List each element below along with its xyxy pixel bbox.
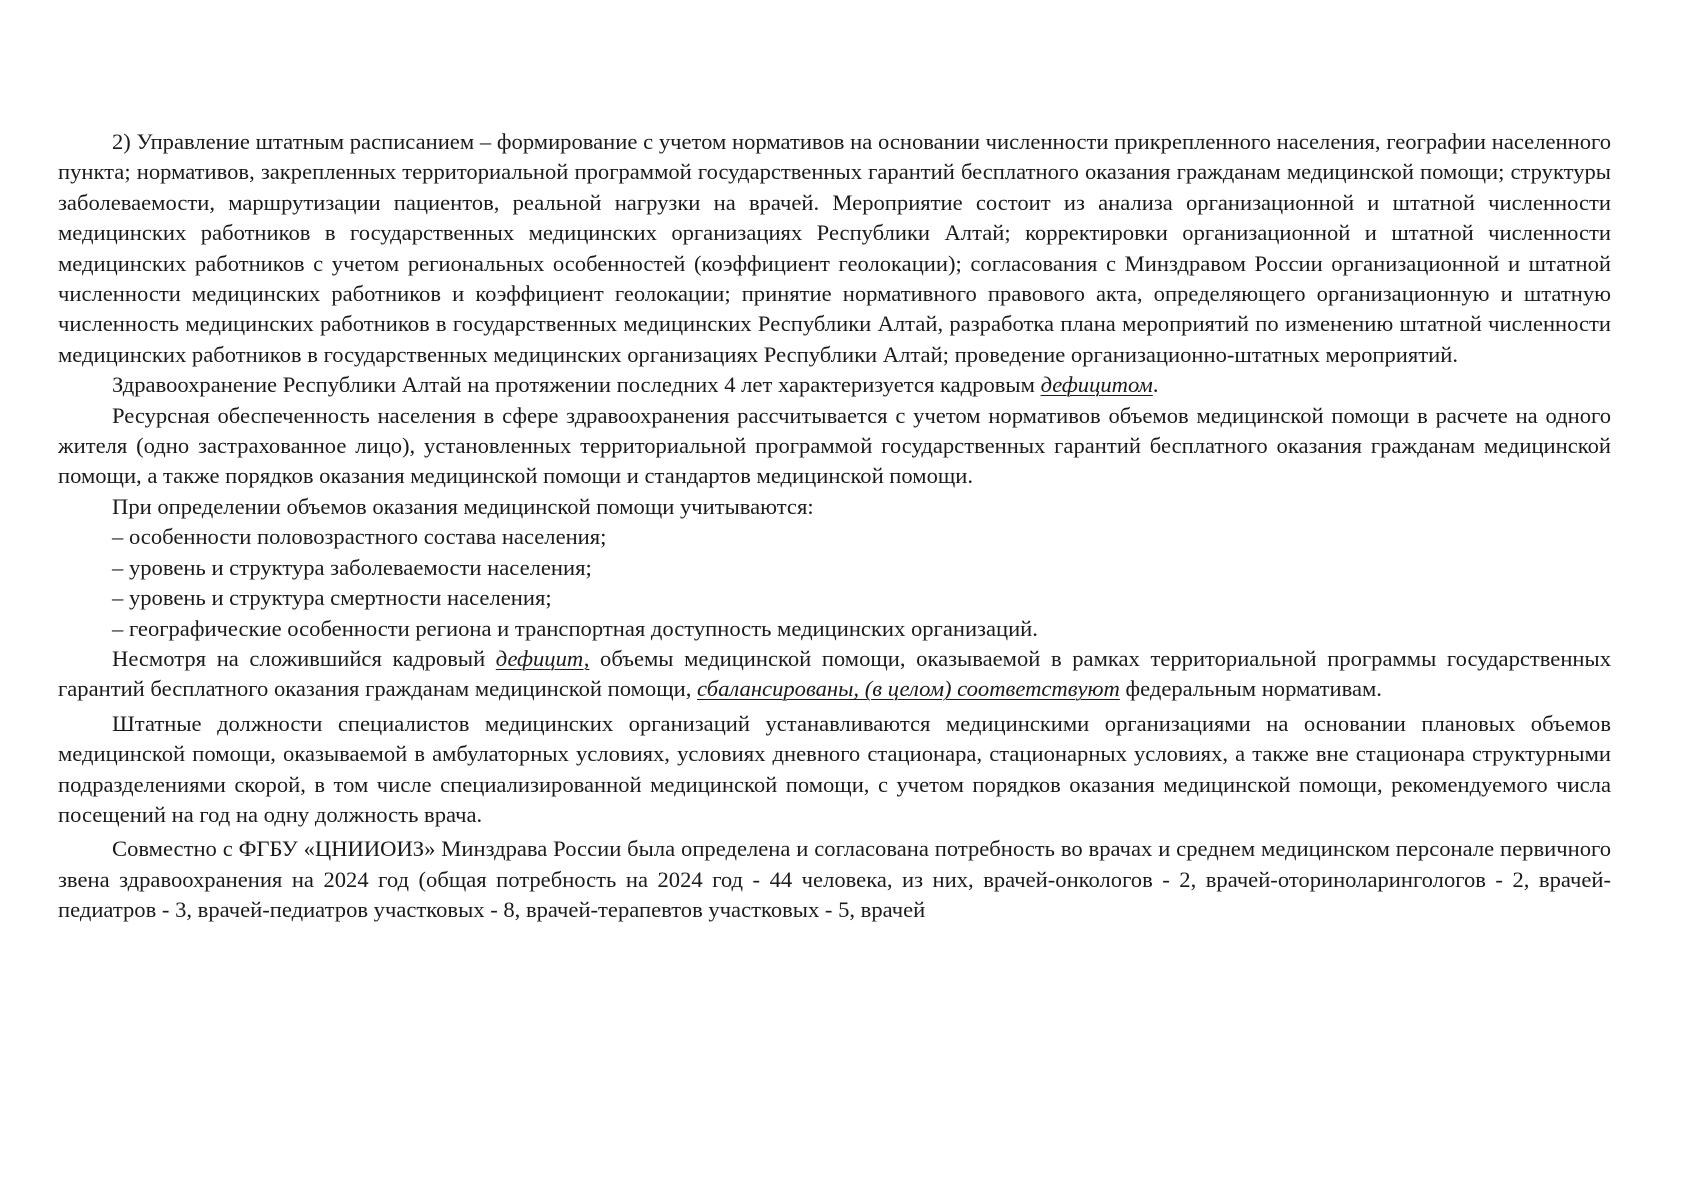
paragraph-text: федеральным нормативам.: [1119, 676, 1382, 702]
highlighted-term: дефицит,: [495, 645, 590, 671]
document-page: [58, 127, 1611, 926]
paragraph-staff-positions: Штатные должности специалистов медицинских организаций устанавливаются медицинскими организациями на основании плановых объемов медицинской помощи, оказываемой в амбулаторных условиях, условиях дневного стационара, стационарных условиях, а также вне стационара структурными подразделениями скорой, в том числе специализированной медицинской помощи, с учетом порядков оказания медицинской помощи, рекомендуемого числа посещений на год на одну должность врача.: [58, 710, 1611, 827]
paragraph-text: объемы медицинской помощи, оказываемой в рамках территориальной программы государственных гарантий бесплатного оказания гражданам медицинской помощи,: [58, 645, 1611, 702]
paragraph-text: Несмотря на сложившийся кадровый: [112, 645, 496, 671]
paragraph-staffing-management: 2) Управление штатным расписанием – формирование с учетом нормативов на основании численности прикрепленного населения, географии населенного пункта; нормативов, закрепленных территориальной программой государственных гарантий бесплатного оказания гражданам медицинской помощи; структуры заболеваемости, маршрутизации пациентов, реальной нагрузки на врачей. Мероприятие состоит из анализа организационной и штатной численности медицинских работников в государственных медицинских организациях Республики Алтай; корректировки организационной и штатной численности медицинских работников с учетом региональных особенностей (коэффициент геолокации); согласования с Минздравом России организационной и штатной численности медицинских работников и коэффициент геолокации; принятие нормативного правового акта, определяющего организационную и штатную численность медицинских работников в государственных медицинских Республики Алтай, разработка плана мероприятий по изменению штатной численности медицинских работников в государственных медицинских организациях Республики Алтай; проведение организационно-штатных мероприятий.: [58, 129, 1611, 367]
paragraph-resource-provision: Ресурсная обеспеченность населения в сфере здравоохранения рассчитывается с учетом нормативов объемов медицинской помощи в расчете на одного жителя (одно застрахованное лицо), установленных территориальной программой государственных гарантий бесплатного оказания гражданам медицинской помощи, а также порядков оказания медицинской помощи и стандартов медицинской помощи.: [58, 402, 1611, 489]
highlighted-term: сбалансированы, (в целом) соответствуют: [697, 676, 1120, 702]
list-item: – особенности половозрастного состава населения;: [112, 524, 607, 550]
list-item: – уровень и структура заболеваемости населения;: [112, 554, 592, 580]
paragraph-volume-criteria: При определении объемов оказания медицинской помощи учитываются:: [112, 493, 814, 519]
list-item: – географические особенности региона и транспортная доступность медицинских организаций.: [112, 615, 1038, 641]
paragraph-text: Здравоохранение Республики Алтай на протяжении последних 4 лет характеризуется кадровым: [112, 372, 1041, 398]
list-item: – уровень и структура смертности населения;: [112, 585, 552, 611]
paragraph-staff-deficit: [58, 370, 1611, 400]
paragraph-balanced-volumes: [58, 644, 1611, 705]
highlighted-term: дефицитом: [1040, 372, 1153, 398]
paragraph-text: .: [1152, 372, 1159, 398]
paragraph-staff-needs: Совместно с ФГБУ «ЦНИИОИЗ» Минздрава России была определена и согласована потребность во врачах и среднем медицинском персонале первичного звена здравоохранения на 2024 год (общая потребность на 2024 год - 44 человека, из них, врачей-онкологов - 2, врачей-оториноларингологов - 2, врачей-педиатров - 3, врачей-педиатров участковых - 8, врачей-терапевтов участковых - 5, врачей: [58, 836, 1611, 923]
